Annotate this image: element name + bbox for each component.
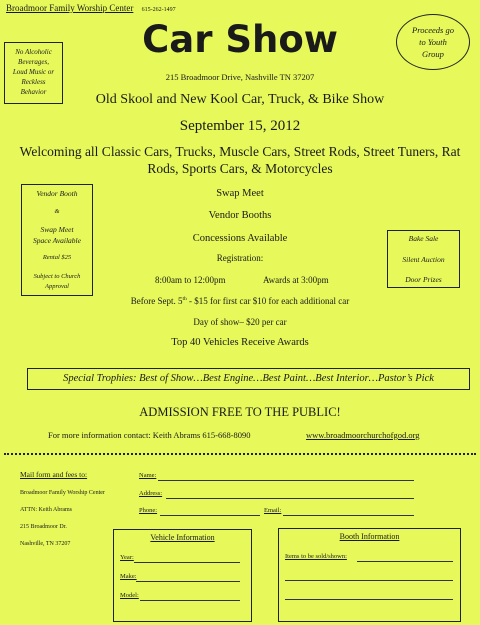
mail-line: ATTN: Keith Abrams (20, 507, 72, 513)
cut-line (4, 453, 476, 455)
top40-awards: Top 40 Vehicles Receive Awards (171, 337, 309, 348)
welcome-line: Welcoming all Classic Cars, Trucks, Muscle Cars, Street Rods, Street Tuners, Rat (19, 144, 461, 159)
concessions: Concessions Available (192, 233, 288, 244)
proceeds-oval (396, 14, 470, 70)
page-title: Car Show (142, 18, 338, 61)
website-link[interactable]: www.broadmoorchurchofgod.org (306, 430, 420, 440)
vehicle-info-title: Vehicle Information (150, 533, 215, 542)
mail-line: Nashville, TN 37207 (20, 541, 71, 547)
vendor-line: & (54, 208, 60, 215)
vehicle-info-box (113, 529, 252, 622)
items-field-2[interactable] (285, 580, 453, 581)
phone-label: Phone: (139, 507, 158, 514)
booth-info-box (278, 528, 461, 622)
extras-line: Bake Sale (408, 234, 439, 243)
vendor-line: Swap Meet (40, 225, 74, 234)
model-label: Model: (120, 592, 139, 599)
event-headline: Old Skool and New Kool Car, Truck, & Bike Show (95, 92, 385, 107)
admission-banner: ADMISSION FREE TO THE PUBLIC! (139, 405, 341, 419)
model-field[interactable] (140, 600, 240, 601)
proceeds-line: Group (422, 49, 444, 59)
extras-box (387, 230, 460, 288)
name-label: Name: (139, 472, 157, 479)
early-fee-amount: - $15 for first car $10 for each additional car (186, 296, 350, 306)
church-name: Broadmoor Family Worship Center (6, 3, 134, 13)
items-field-3[interactable] (285, 599, 453, 600)
make-field[interactable] (136, 581, 240, 582)
early-fee-date: Before Sept. 5 (130, 296, 183, 306)
church-phone: 615-262-1497 (141, 7, 176, 13)
rules-line: Beverages, (18, 58, 49, 66)
day-of-fee: Day of show– $20 per car (193, 317, 287, 327)
awards-time: Awards at 3:00pm (263, 275, 329, 285)
email-label: Email: (264, 507, 282, 514)
registration-label: Registration: (216, 253, 264, 263)
items-field-1[interactable] (357, 561, 453, 562)
proceeds-line: Proceeds go (412, 25, 454, 35)
registration-hours: 8:00am to 12:00pm (155, 275, 226, 285)
extras-line: Door Prizes (405, 275, 442, 284)
items-label: Items to be sold/shown: (285, 553, 347, 560)
make-label: Make: (120, 573, 137, 580)
early-fee (0, 296, 480, 306)
early-fee-sup: th (182, 296, 187, 302)
special-trophies-box: Special Trophies: Best of Show…Best Engine…Best Paint…Best Interior…Pastor’s Pick (27, 368, 470, 390)
rules-line: Loud Music or (12, 68, 55, 76)
mail-line: Broadmoor Family Worship Center (20, 490, 105, 496)
year-field[interactable] (134, 562, 240, 563)
event-date: September 15, 2012 (179, 118, 301, 134)
email-field[interactable] (283, 515, 414, 516)
vendor-line: Space Available (33, 236, 81, 245)
contact-info: For more information contact: Keith Abrams 615-668-8090 (48, 430, 251, 440)
vendor-line: Subject to Church (33, 273, 81, 280)
event-address: 215 Broadmoor Drive, Nashville TN 37207 (165, 72, 315, 82)
extras-line: Silent Auction (402, 255, 445, 264)
vendor-line: Vendor Booth (36, 189, 78, 198)
booth-info-title: Booth Information (339, 532, 400, 541)
welcome-text (0, 143, 480, 177)
mail-title: Mail form and fees to: (20, 470, 88, 479)
swap-meet: Swap Meet (216, 188, 264, 199)
rules-line: Behavior (20, 88, 47, 96)
name-field[interactable] (158, 480, 414, 481)
welcome-line: Rods, Sports Cars, & Motorcycles (147, 161, 333, 176)
phone-field[interactable] (160, 515, 260, 516)
rules-line: Reckless (21, 78, 46, 86)
vendor-booths: Vendor Booths (208, 210, 272, 221)
mail-line: 215 Broadmoor Dr. (20, 524, 67, 530)
proceeds-line: to Youth (419, 37, 447, 47)
header-contact (6, 3, 176, 13)
vendor-line: Rental $25 (42, 254, 72, 261)
address-label: Address: (139, 490, 163, 497)
address-field[interactable] (166, 498, 414, 499)
year-label: Year: (120, 554, 134, 561)
vendor-line: Approval (45, 283, 69, 290)
rules-line: No Alcoholic (15, 48, 52, 56)
